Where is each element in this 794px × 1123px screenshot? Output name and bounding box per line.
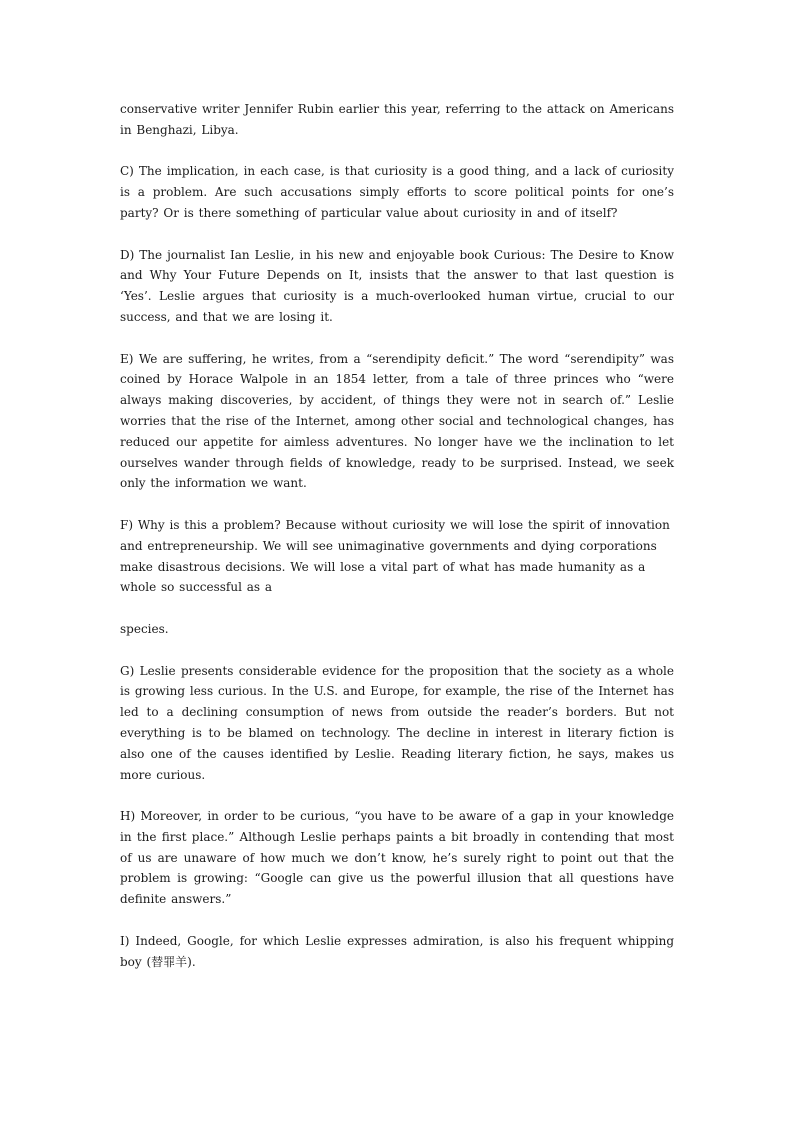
paragraph-i: I) Indeed, Google, for which Leslie expresses admiration, is also his frequent whipping boy (替罪羊). bbox=[120, 933, 674, 969]
paragraph-f: F) Why is this a problem? Because without curiosity we will lose the spirit of innovation and entrepreneurship. We will see unimaginative governments and dying corporations make disastrous decisions. We will lose a vital part of what has made humanity as a whole so successful as a bbox=[120, 517, 670, 595]
paragraph-c: C) The implication, in each case, is that curiosity is a good thing, and a lack of curiosity is a problem. Are such accusations simply efforts to score political points for one’s party? Or is there something of particular value about curiosity in and of itself? bbox=[120, 164, 674, 220]
paragraph-g: G) Leslie presents considerable evidence for the proposition that the society as a whole is growing less curious. In the U.S. and Europe, for example, the rise of the Internet has led to a declining consumption of news from outside the reader’s borders. But not everything is to be blamed on technology. The decline in interest in literary fiction is also one of the causes identified by Leslie. Reading literary fiction, he says, makes us more curious. bbox=[120, 663, 674, 782]
paragraph-d: D) The journalist Ian Leslie, in his new and enjoyable book Curious: The Desire to Know and Why Your Future Depends on It, insists that the answer to that last question is ‘Yes’. Leslie argues that curiosity is a much-overlooked human virtue, crucial to our success, and that we are losing it. bbox=[120, 247, 674, 324]
document-body bbox=[120, 99, 674, 993]
paragraph-h: H) Moreover, in order to be curious, “you have to be aware of a gap in your knowledge in the first place.” Although Leslie perhaps paints a bit broadly in contending that most of us are unaware of how much we don’t know, he’s surely right to point out that the problem is growing: “Google can give us the powerful illusion that all questions have definite answers.” bbox=[120, 809, 674, 907]
paragraph-e: E) We are suffering, he writes, from a “serendipity deficit.” The word “serendipity” was coined by Horace Walpole in an 1854 letter, from a tale of three princes who “were always making discoveries, by accident, of things they were not in search of.” Leslie worries that the rise of the Internet, among other social and technological changes, has reduced our appetite for aimless adventures. No longer have we the inclination to let ourselves wander through fields of knowledge, ready to be surprised. Instead, we seek only the information we want. bbox=[120, 351, 674, 491]
paragraph-b-continuation: conservative writer Jennifer Rubin earlier this year, referring to the attack on Americans in Benghazi, Libya. bbox=[120, 102, 674, 137]
paragraph-f-end: species. bbox=[120, 621, 169, 636]
